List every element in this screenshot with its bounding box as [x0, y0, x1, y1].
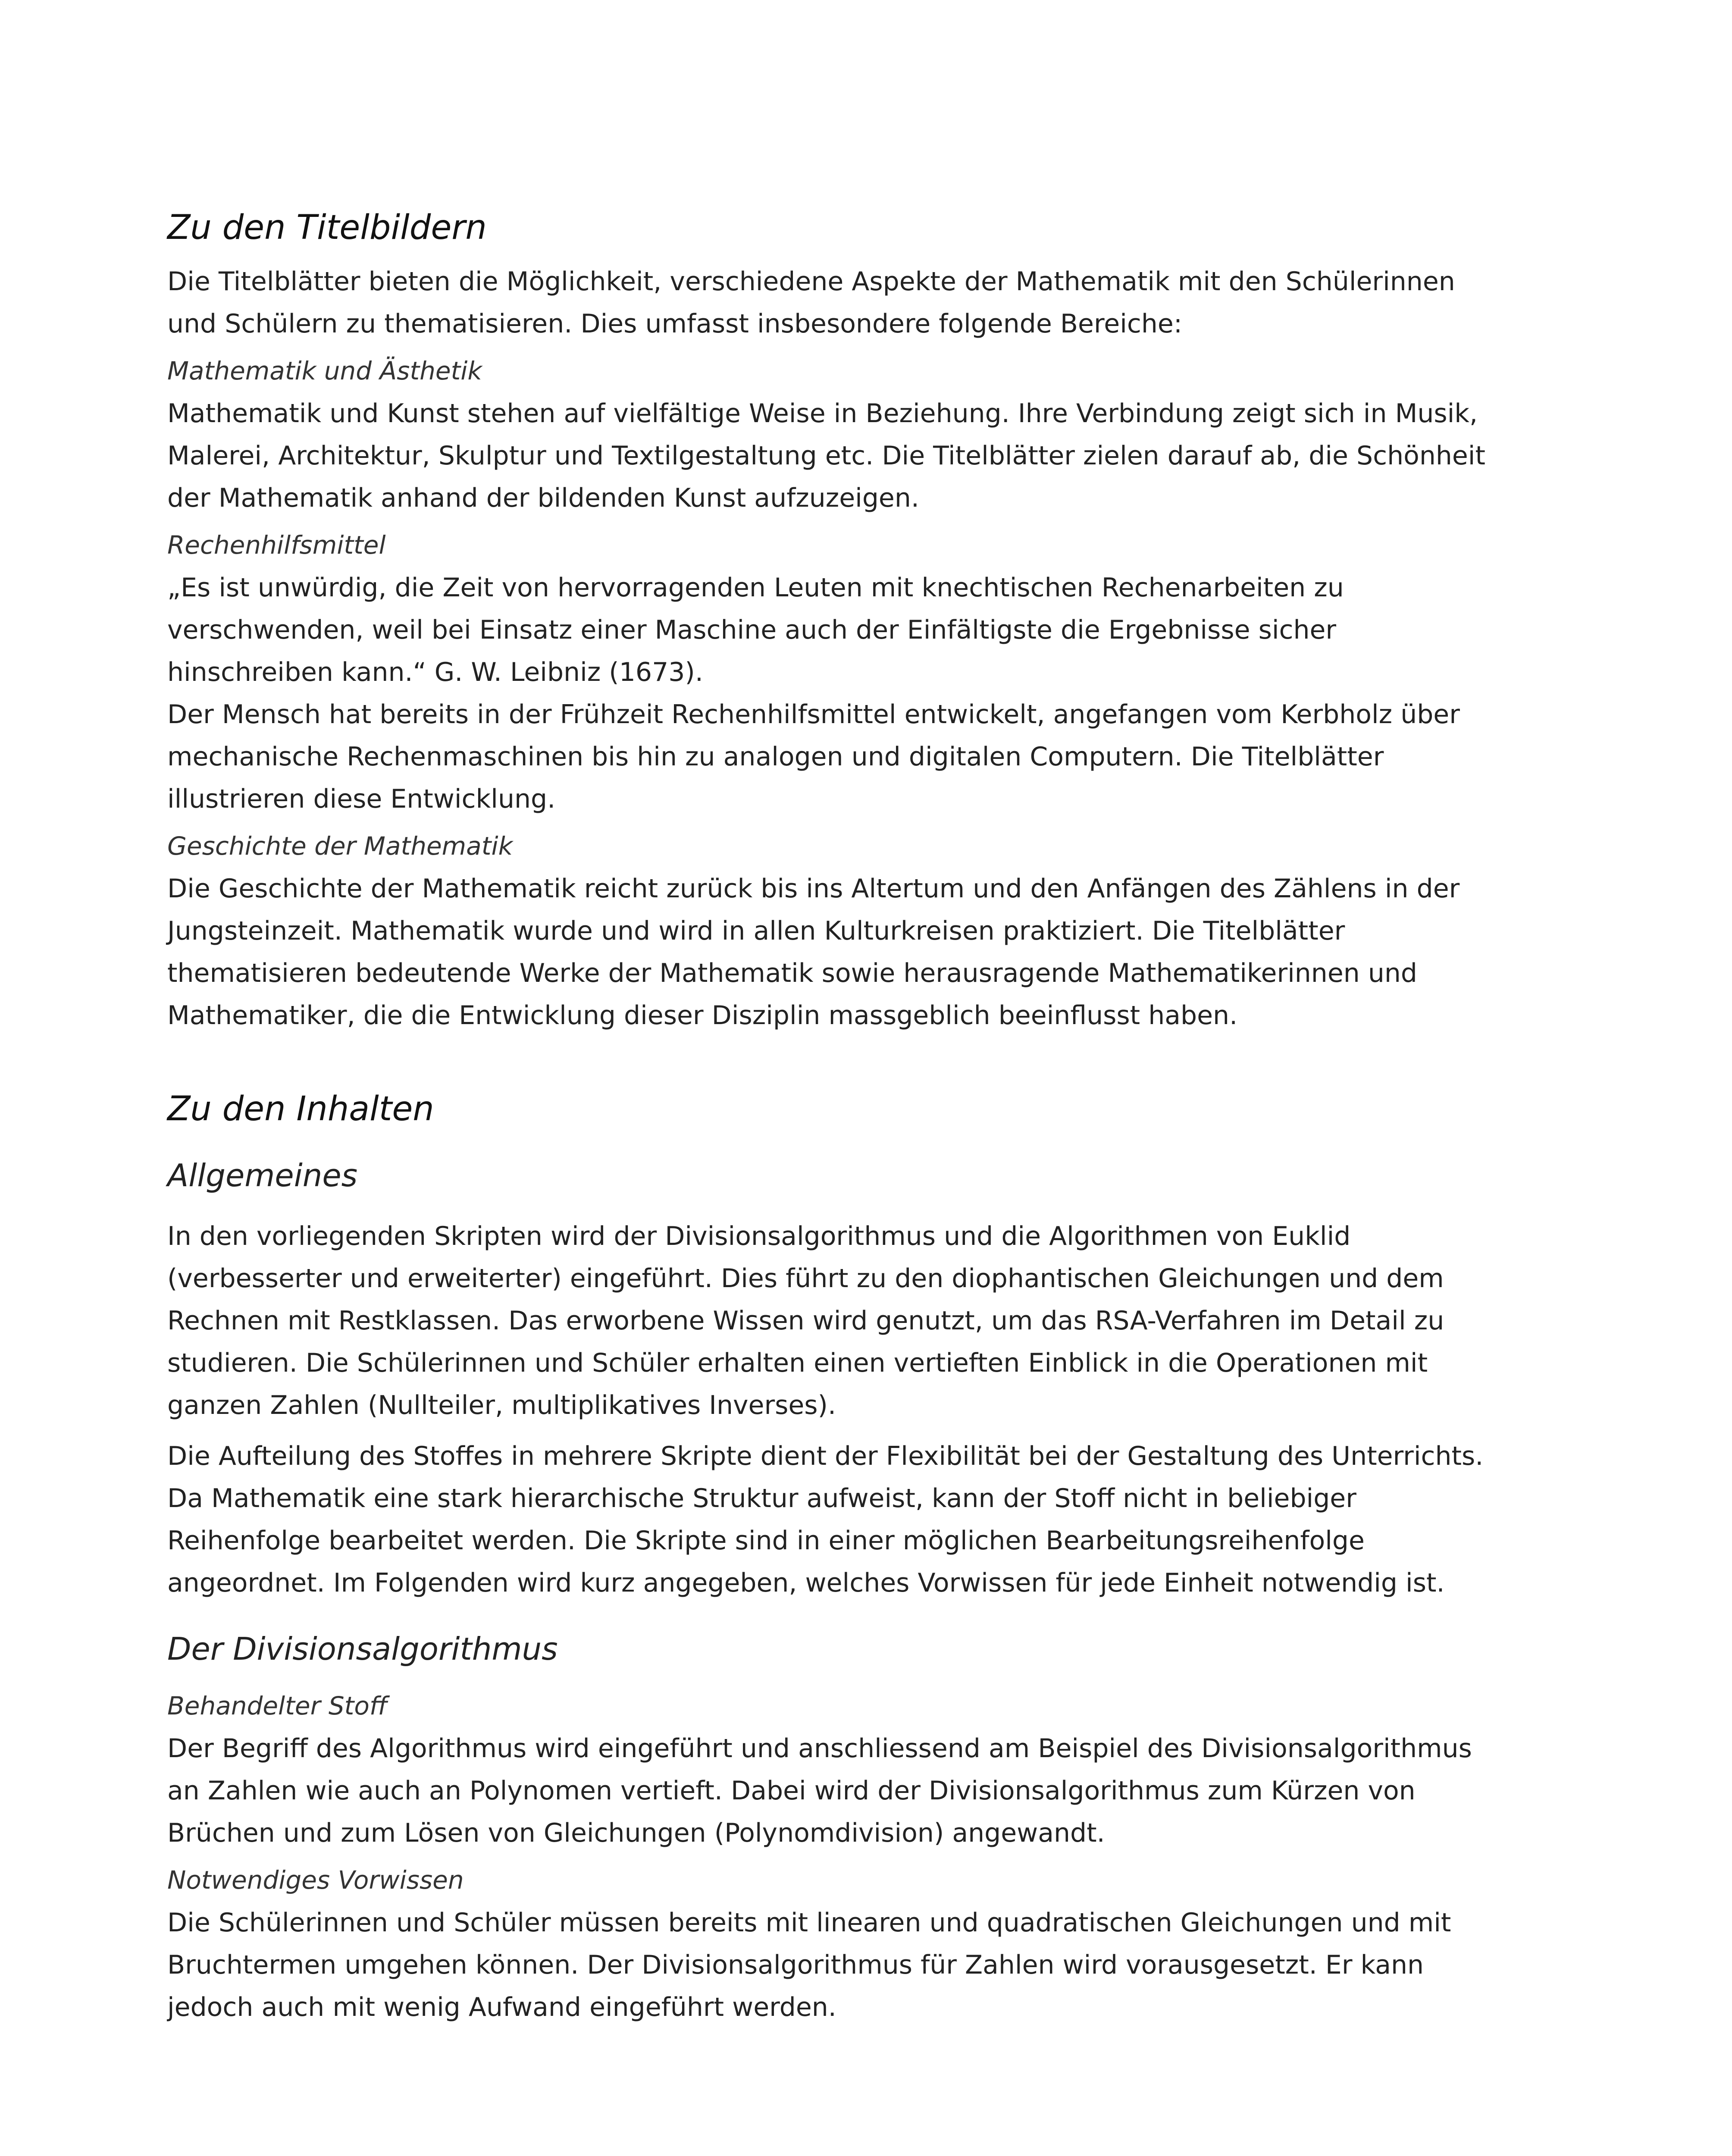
- label-mathematik-aesthetik: Mathematik und Ästhetik: [167, 356, 482, 385]
- intro-paragraph: Die Titelblätter bieten die Möglichkeit, verschiedene Aspekte der Mathematik mit den Schülerinnen und Schülern zu thematisieren. Dies umfasst insbesondere folgende Bereiche:: [167, 266, 1455, 339]
- paragraph-behandelter-stoff: Der Begriff des Algorithmus wird eingeführt und anschliessend am Beispiel des Divisionsalgorithmus an Zahlen wie auch an Polynomen vertieft. Dabei wird der Divisionsalgorithmus zum Kürzen von Brüchen und zum Lösen von Gleichungen (Polynomdivision) angewandt.: [167, 1733, 1472, 1848]
- paragraph-mathematik-aesthetik: Mathematik und Kunst stehen auf vielfältige Weise in Beziehung. Ihre Verbindung zeigt sich in Musik, Malerei, Architektur, Skulptur und Textilgestaltung etc. Die Titelblätter zielen darauf ab, die Schönheit der Mathematik anhand der bildenden Kunst aufzuzeigen.: [167, 398, 1485, 513]
- heading-allgemeines: Allgemeines: [167, 1157, 358, 1194]
- page-content: [167, 206, 1509, 2037]
- paragraph-allgemeines-2: Die Aufteilung des Stoffes in mehrere Skripte dient der Flexibilität bei der Gestaltung des Unterrichts. Da Mathematik eine stark hierarchische Struktur aufweist, kann der Stoff nicht in beliebiger Reihenfolge bearbeitet werden. Die Skripte sind in einer möglichen Bearbeitungsreihenfolge angeordnet. Im Folgenden wird kurz angegeben, welches Vorwissen für jede Einheit notwendig ist.: [167, 1441, 1484, 1598]
- label-geschichte: Geschichte der Mathematik: [167, 831, 513, 861]
- label-notwendiges-vorwissen: Notwendiges Vorwissen: [167, 1865, 464, 1895]
- paragraph-geschichte: Die Geschichte der Mathematik reicht zurück bis ins Altertum und den Anfängen des Zählens in der Jungsteinzeit. Mathematik wurde und wird in allen Kulturkreisen praktiziert. Die Titelblätter thematisieren bedeutende Werke der Mathematik sowie herausragende Mathematikerinnen und Mathematiker, die die Entwicklung dieser Disziplin massgeblich beeinflusst haben.: [167, 874, 1460, 1031]
- paragraph-notwendiges-vorwissen: Die Schülerinnen und Schüler müssen bereits mit linearen und quadratischen Gleichungen und mit Bruchtermen umgehen können. Der Divisionsalgorithmus für Zahlen wird vorausgesetzt. Er kann jedoch auch mit wenig Aufwand eingeführt werden.: [167, 1908, 1451, 2022]
- leibniz-quote: „Es ist unwürdig, die Zeit von hervorragenden Leuten mit knechtischen Rechenarbeiten zu verschwenden, weil bei Einsatz einer Maschine auch der Einfältigste die Ergebnisse sicher hinschreiben kann.“ G. W. Leibniz (1673).: [167, 573, 1344, 687]
- label-rechenhilfsmittel: Rechenhilfsmittel: [167, 530, 386, 560]
- paragraph-rechenhilfsmittel: Der Mensch hat bereits in der Frühzeit Rechenhilfsmittel entwickelt, angefangen vom Kerbholz über mechanische Rechenmaschinen bis hin zu analogen und digitalen Computern. Die Titelblätter illustrieren diese Entwicklung.: [167, 699, 1460, 814]
- label-behandelter-stoff: Behandelter Stoff: [167, 1691, 388, 1720]
- heading-divisionsalgorithmus: Der Divisionsalgorithmus: [167, 1631, 558, 1667]
- section-title-titelbilder: Zu den Titelbildern: [167, 208, 487, 247]
- paragraph-allgemeines-1: In den vorliegenden Skripten wird der Divisionsalgorithmus und die Algorithmen von Euklid (verbesserter und erweiterter) eingeführt. Dies führt zu den diophantischen Gleichungen und dem Rechnen mit Restklassen. Das erworbene Wissen wird genutzt, um das RSA-Verfahren im Detail zu studieren. Die Schülerinnen und Schüler erhalten einen vertieften Einblick in die Operationen mit ganzen Zahlen (Nullteiler, multiplikatives Inverses).: [167, 1221, 1444, 1420]
- section-title-inhalten: Zu den Inhalten: [167, 1090, 434, 1128]
